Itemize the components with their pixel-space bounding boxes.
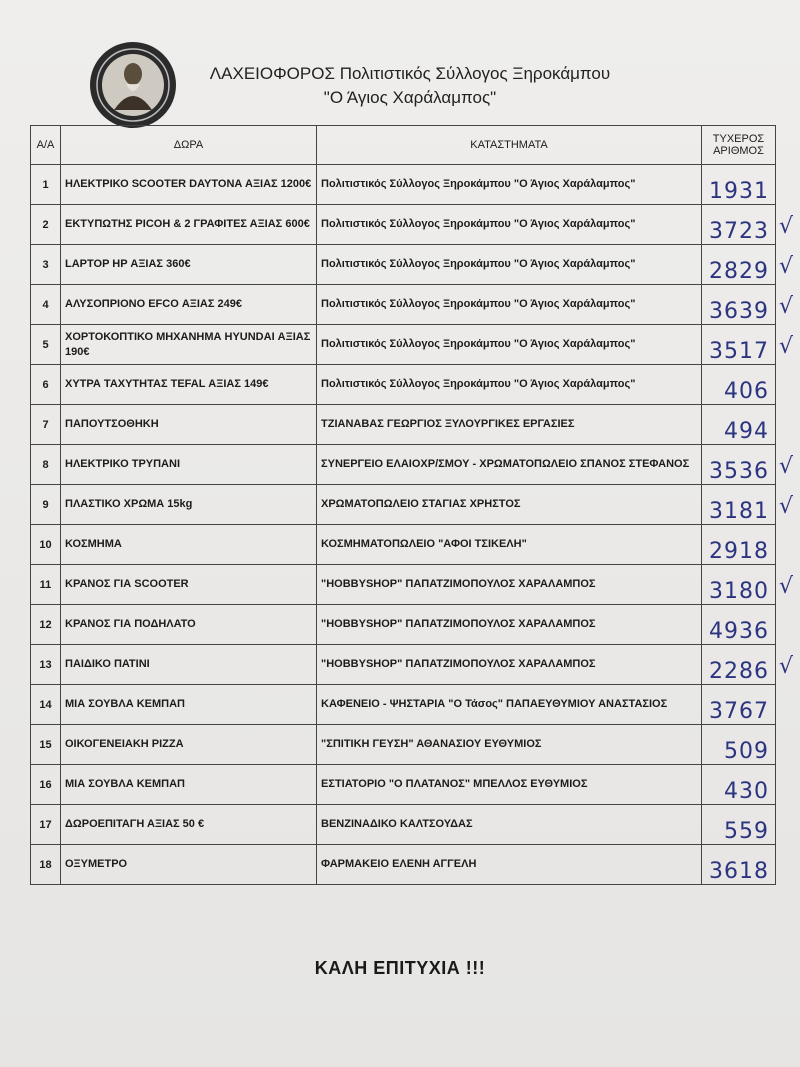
row-index: 9: [31, 485, 61, 525]
row-lucky-number: 3639: [702, 285, 776, 325]
row-index: 2: [31, 205, 61, 245]
column-header-shop: ΚΑΤΑΣΤΗΜΑΤΑ: [317, 126, 702, 165]
table-row: [31, 565, 776, 605]
row-gift: ΚΡΑΝΟΣ ΓΙΑ SCOOTER: [61, 565, 317, 605]
row-gift: ΠΛΑΣΤΙΚΟ ΧΡΩΜΑ 15kg: [61, 485, 317, 525]
row-index: 7: [31, 405, 61, 445]
row-index: 6: [31, 365, 61, 405]
row-lucky-number: 1931: [702, 165, 776, 205]
handwritten-check-mark: √: [779, 254, 794, 279]
row-gift: ΜΙΑ ΣΟΥΒΛΑ ΚΕΜΠΑΠ: [61, 685, 317, 725]
table-row: [31, 485, 776, 525]
handwritten-check-mark: √: [779, 494, 794, 519]
row-shop: "HOBBYSHOP" ΠΑΠΑΤΖΙΜΟΠΟΥΛΟΣ ΧΑΡΑΛΑΜΠΟΣ: [317, 565, 702, 605]
title-line-2: "Ο Άγιος Χαράλαμπος": [323, 88, 497, 107]
table-row: [31, 445, 776, 485]
row-shop: Πολιτιστικός Σύλλογος Ξηροκάμπου "Ο Άγιος Χαράλαμπος": [317, 325, 702, 365]
row-index: 5: [31, 325, 61, 365]
handwritten-check-mark: √: [779, 334, 794, 359]
table-row: [31, 765, 776, 805]
table-row: [31, 725, 776, 765]
title-line-1: ΛΑΧΕΙΟΦΟΡΟΣ Πολιτιστικός Σύλλογος Ξηροκάμπου: [209, 64, 611, 83]
row-index: 18: [31, 845, 61, 885]
row-lucky-number: 559: [702, 805, 776, 845]
row-shop: ΣΥΝΕΡΓΕΙΟ ΕΛΑΙΟΧΡ/ΣΜΟΥ - ΧΡΩΜΑΤΟΠΩΛΕΙΟ ΣΠΑΝΟΣ ΣΤΕΦΑΝΟΣ: [317, 445, 702, 485]
table-row: [31, 165, 776, 205]
good-luck-footer: ΚΑΛΗ ΕΠΙΤΥΧΙΑ !!!: [314, 958, 486, 978]
table-row: [31, 325, 776, 365]
handwritten-check-mark: √: [779, 454, 794, 479]
row-shop: ΤΖΙΑΝΑΒΑΣ ΓΕΩΡΓΙΟΣ ΞΥΛΟΥΡΓΙΚΕΣ ΕΡΓΑΣΙΕΣ: [317, 405, 702, 445]
row-gift: ΠΑΙΔΙΚΟ ΠΑΤΙΝΙ: [61, 645, 317, 685]
row-gift: ΚΡΑΝΟΣ ΓΙΑ ΠΟΔΗΛΑΤΟ: [61, 605, 317, 645]
row-index: 4: [31, 285, 61, 325]
row-gift: ΔΩΡΟΕΠΙΤΑΓΗ ΑΞΙΑΣ 50 €: [61, 805, 317, 845]
handwritten-check-mark: √: [779, 294, 794, 319]
row-index: 8: [31, 445, 61, 485]
row-index: 12: [31, 605, 61, 645]
row-gift: ΕΚΤΥΠΩΤΗΣ PICOH & 2 ΓΡΑΦΙΤΕΣ ΑΞΙΑΣ 600€: [61, 205, 317, 245]
row-lucky-number: 3723: [702, 205, 776, 245]
row-index: 14: [31, 685, 61, 725]
table-row: [31, 365, 776, 405]
table-row: [31, 285, 776, 325]
handwritten-check-mark: √: [779, 214, 794, 239]
table-body: [31, 165, 776, 885]
row-gift: ΧΟΡΤΟΚΟΠΤΙΚΟ ΜΗΧΑΝΗΜΑ HYUNDAI ΑΞΙΑΣ 190€: [61, 325, 317, 365]
raffle-results-table: [30, 125, 776, 885]
association-seal-logo: [88, 40, 178, 130]
row-gift: ΟΙΚΟΓΕΝΕΙΑΚΗ PIZZA: [61, 725, 317, 765]
table-row: [31, 645, 776, 685]
row-index: 10: [31, 525, 61, 565]
table-row: [31, 805, 776, 845]
row-gift: ΟΞΥΜΕΤΡΟ: [61, 845, 317, 885]
column-header-gift: ΔΩΡΑ: [61, 126, 317, 165]
handwritten-check-mark: √: [779, 574, 794, 599]
table-row: [31, 205, 776, 245]
row-shop: "HOBBYSHOP" ΠΑΠΑΤΖΙΜΟΠΟΥΛΟΣ ΧΑΡΑΛΑΜΠΟΣ: [317, 605, 702, 645]
row-index: 13: [31, 645, 61, 685]
handwritten-check-mark: √: [779, 654, 794, 679]
row-index: 3: [31, 245, 61, 285]
row-gift: ΧΥΤΡΑ ΤΑΧΥΤΗΤΑΣ TEFAL ΑΞΙΑΣ 149€: [61, 365, 317, 405]
table-row: [31, 405, 776, 445]
row-shop: "HOBBYSHOP" ΠΑΠΑΤΖΙΜΟΠΟΥΛΟΣ ΧΑΡΑΛΑΜΠΟΣ: [317, 645, 702, 685]
page-title: [190, 62, 630, 110]
row-index: 17: [31, 805, 61, 845]
row-gift: ΚΟΣΜΗΜΑ: [61, 525, 317, 565]
row-index: 1: [31, 165, 61, 205]
table-row: [31, 525, 776, 565]
row-shop: ΚΑΦΕΝΕΙΟ - ΨΗΣΤΑΡΙΑ "Ο Τάσος" ΠΑΠΑΕΥΘΥΜΙΟΥ ΑΝΑΣΤΑΣΙΟΣ: [317, 685, 702, 725]
row-index: 16: [31, 765, 61, 805]
row-gift: ΜΙΑ ΣΟΥΒΛΑ ΚΕΜΠΑΠ: [61, 765, 317, 805]
row-gift: ΠΑΠΟΥΤΣΟΘΗΚΗ: [61, 405, 317, 445]
table-row: [31, 685, 776, 725]
table-row: [31, 245, 776, 285]
row-shop: Πολιτιστικός Σύλλογος Ξηροκάμπου "Ο Άγιος Χαράλαμπος": [317, 205, 702, 245]
row-gift: ΑΛΥΣΟΠΡΙΟΝΟ EFCO ΑΞΙΑΣ 249€: [61, 285, 317, 325]
row-lucky-number: 2829: [702, 245, 776, 285]
row-gift: ΗΛΕΚΤΡΙΚΟ ΤΡΥΠΑΝΙ: [61, 445, 317, 485]
row-index: 15: [31, 725, 61, 765]
table-row: [31, 605, 776, 645]
row-shop: Πολιτιστικός Σύλλογος Ξηροκάμπου "Ο Άγιος Χαράλαμπος": [317, 285, 702, 325]
row-gift: ΗΛΕΚΤΡΙΚΟ SCOOTER DAYTONA ΑΞΙΑΣ 1200€: [61, 165, 317, 205]
row-shop: ΦΑΡΜΑΚΕΙΟ ΕΛΕΝΗ ΑΓΓΕΛΗ: [317, 845, 702, 885]
column-header-lucky-number: ΤΥΧΕΡΟΣ ΑΡΙΘΜΟΣ: [702, 126, 776, 165]
row-lucky-number: 406: [702, 365, 776, 405]
row-shop: ΕΣΤΙΑΤΟΡΙΟ "Ο ΠΛΑΤΑΝΟΣ" ΜΠΕΛΛΟΣ ΕΥΘΥΜΙΟΣ: [317, 765, 702, 805]
row-shop: ΒΕΝΖΙΝΑΔΙΚΟ ΚΑΛΤΣΟΥΔΑΣ: [317, 805, 702, 845]
row-lucky-number: 3517: [702, 325, 776, 365]
row-lucky-number: 3181: [702, 485, 776, 525]
row-lucky-number: 3180: [702, 565, 776, 605]
row-lucky-number: 430: [702, 765, 776, 805]
row-shop: Πολιτιστικός Σύλλογος Ξηροκάμπου "Ο Άγιος Χαράλαμπος": [317, 365, 702, 405]
row-lucky-number: 4936: [702, 605, 776, 645]
row-lucky-number: 3536: [702, 445, 776, 485]
row-lucky-number: 2286: [702, 645, 776, 685]
row-shop: Πολιτιστικός Σύλλογος Ξηροκάμπου "Ο Άγιος Χαράλαμπος": [317, 245, 702, 285]
row-lucky-number: 509: [702, 725, 776, 765]
row-lucky-number: 2918: [702, 525, 776, 565]
row-shop: ΚΟΣΜΗΜΑΤΟΠΩΛΕΙΟ "ΑΦΟΙ ΤΣΙΚΕΛΗ": [317, 525, 702, 565]
table-row: [31, 845, 776, 885]
row-gift: LAPTOP HP ΑΞΙΑΣ 360€: [61, 245, 317, 285]
row-shop: "ΣΠΙΤΙΚΗ ΓΕΥΣΗ" ΑΘΑΝΑΣΙΟΥ ΕΥΘΥΜΙΟΣ: [317, 725, 702, 765]
column-header-index: Α/Α: [31, 126, 61, 165]
row-lucky-number: 3618: [702, 845, 776, 885]
row-lucky-number: 494: [702, 405, 776, 445]
row-index: 11: [31, 565, 61, 605]
row-lucky-number: 3767: [702, 685, 776, 725]
table-header-row: [31, 126, 776, 165]
row-shop: ΧΡΩΜΑΤΟΠΩΛΕΙΟ ΣΤΑΓΙΑΣ ΧΡΗΣΤΟΣ: [317, 485, 702, 525]
row-shop: Πολιτιστικός Σύλλογος Ξηροκάμπου "Ο Άγιος Χαράλαμπος": [317, 165, 702, 205]
